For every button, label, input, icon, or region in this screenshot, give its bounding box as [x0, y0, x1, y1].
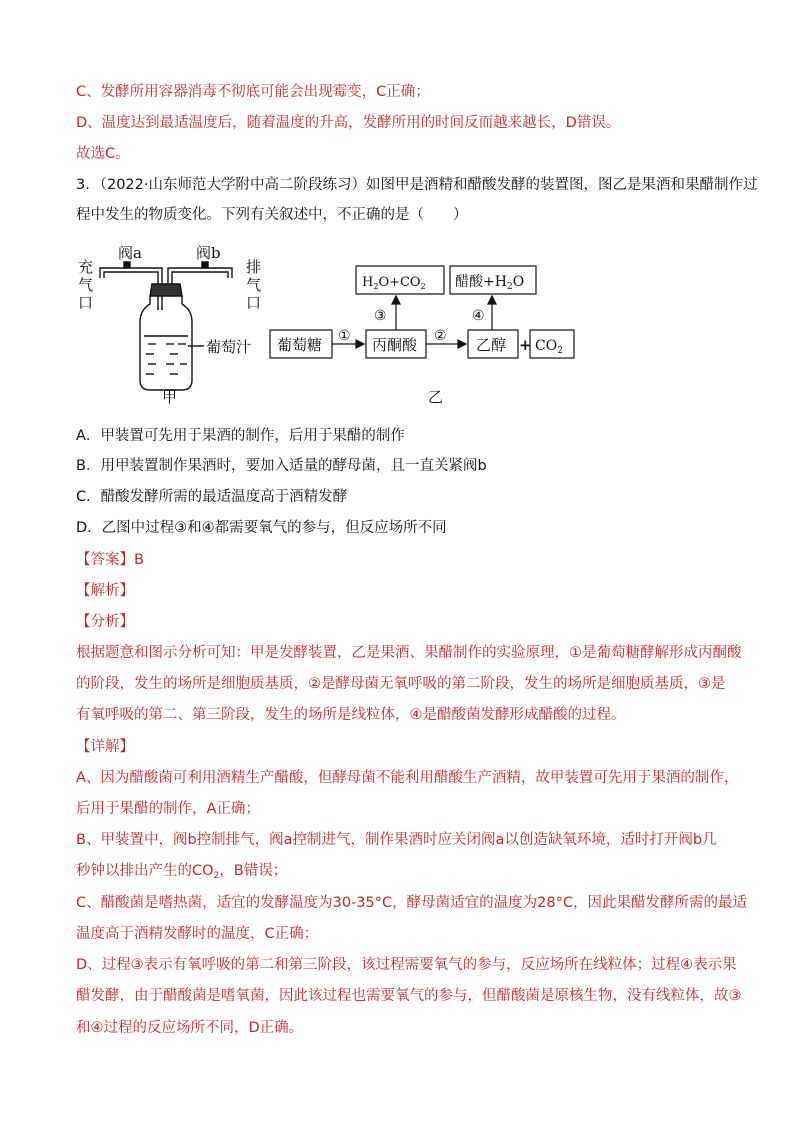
- figure-jia-label: 甲: [162, 388, 178, 406]
- option-b: B．用甲装置制作果酒时，要加入适量的酵母菌，且一直关紧阀b: [76, 458, 487, 474]
- outlet-char-2: 气: [246, 276, 262, 294]
- option-c: C．醋酸发酵所需的最适温度高于酒精发酵: [76, 489, 348, 505]
- figure-yi-label: 乙: [428, 388, 444, 406]
- question-3-stem-line2: 程中发生的物质变化。下列有关叙述中，不正确的是（ ）: [76, 207, 468, 223]
- valve-b-label: 阀b: [196, 244, 221, 262]
- fenxi-heading: 【分析】: [76, 614, 134, 630]
- detail-b-line-1: B、甲装置中，阀b控制排气，阀a控制进气，制作果酒时应关闭阀a以创造缺氧环境，适时打开阀b几: [76, 832, 717, 848]
- ethanol-box: 乙醇: [476, 336, 507, 354]
- step-3-marker: ③: [374, 308, 387, 324]
- detail-c-line-2: 温度高于酒精发酵时的温度，C正确；: [76, 926, 319, 942]
- option-d-previous: D、温度达到最适温度后，随着温度的升高，发酵所用的时间反而越来越长，D错误。: [76, 115, 621, 131]
- step-4-marker: ④: [472, 308, 485, 324]
- analysis-line-1: 根据题意和图示分析可知：甲是发酵装置，乙是果酒、果醋制作的实验原理，①是葡萄糖酵解形成丙酮酸: [76, 645, 742, 661]
- analysis-line-3: 有氧呼吸的第二、第三阶段，发生的场所是线粒体，④是醋酸菌发酵形成醋酸的过程。: [76, 707, 626, 723]
- outlet-char-1: 排: [246, 258, 262, 276]
- choose-conclusion: 故选C。: [76, 146, 130, 162]
- analysis-line-2: 的阶段，发生的场所是细胞质基质，②是酵母菌无氧呼吸的第二阶段，发生的场所是细胞质基质，③是: [76, 676, 726, 692]
- option-a: A．甲装置可先用于果酒的制作，后用于果醋的制作: [76, 428, 405, 444]
- option-c-previous: C、发酵所用容器消毒不彻底可能会出现霉变，C正确；: [76, 84, 430, 100]
- detail-d-line-1: D、过程③表示有氧呼吸的第二和第三阶段，该过程需要氧气的参与，反应场所在线粒体；过程④表示果: [76, 957, 737, 973]
- detail-heading: 【详解】: [76, 739, 134, 755]
- inlet-char-1: 充: [78, 258, 94, 276]
- detail-a-line-1: A、因为醋酸菌可利用酒精生产醋酸，但酵母菌不能利用醋酸生产酒精，故甲装置可先用于果酒的制作，: [76, 770, 739, 786]
- co2-box: $CO_2$: [535, 338, 563, 356]
- valve-a-label: 阀a: [118, 244, 142, 262]
- inlet-char-2: 气: [78, 276, 94, 294]
- inlet-char-3: 口: [78, 294, 94, 312]
- step-1-marker: ①: [338, 328, 351, 344]
- pyruvate-box: 丙酮酸: [372, 336, 418, 354]
- detail-d-line-3: 和④过程的反应场所不同，D正确。: [76, 1020, 304, 1036]
- detail-c-line-1: C、醋酸菌是嗜热菌，适宜的发酵温度为30-35°C，酵母菌适宜的温度为28°C，因此果醋发酵所需的最适: [76, 895, 747, 911]
- option-d: D．乙图中过程③和④都需要氧气的参与，但反应场所不同: [76, 520, 447, 536]
- analysis-heading: 【解析】: [76, 583, 134, 599]
- question-3-stem-line1: 3．（2022·山东师范大学附中高二阶段练习）如图甲是酒精和醋酸发酵的装置图，图乙是果酒和果醋制作过: [76, 177, 758, 193]
- detail-b-line-2: 秒钟以排出产生的$CO_2$，B错误；: [76, 863, 288, 881]
- detail-a-line-2: 后用于果醋的制作，A正确；: [76, 801, 260, 817]
- fermentation-diagram: [70, 240, 590, 410]
- glucose-box: 葡萄糖: [277, 336, 323, 354]
- h2o-co2-box: $H_2O+CO_2$: [362, 275, 426, 291]
- fermentation-apparatus: [100, 262, 232, 390]
- step-2-marker: ②: [434, 328, 447, 344]
- answer-label: 【答案】B: [76, 552, 144, 568]
- acetic-acid-box: 醋酸$+H_2O$: [455, 274, 525, 292]
- juice-label: 葡萄汁: [206, 338, 252, 356]
- detail-d-line-2: 醋发酵，由于醋酸菌是嗜氧菌，因此该过程也需要氧气的参与，但醋酸菌是原核生物，没有线粒体，故③: [76, 988, 742, 1004]
- outlet-char-3: 口: [246, 294, 262, 312]
- plus-sign: +: [519, 336, 532, 354]
